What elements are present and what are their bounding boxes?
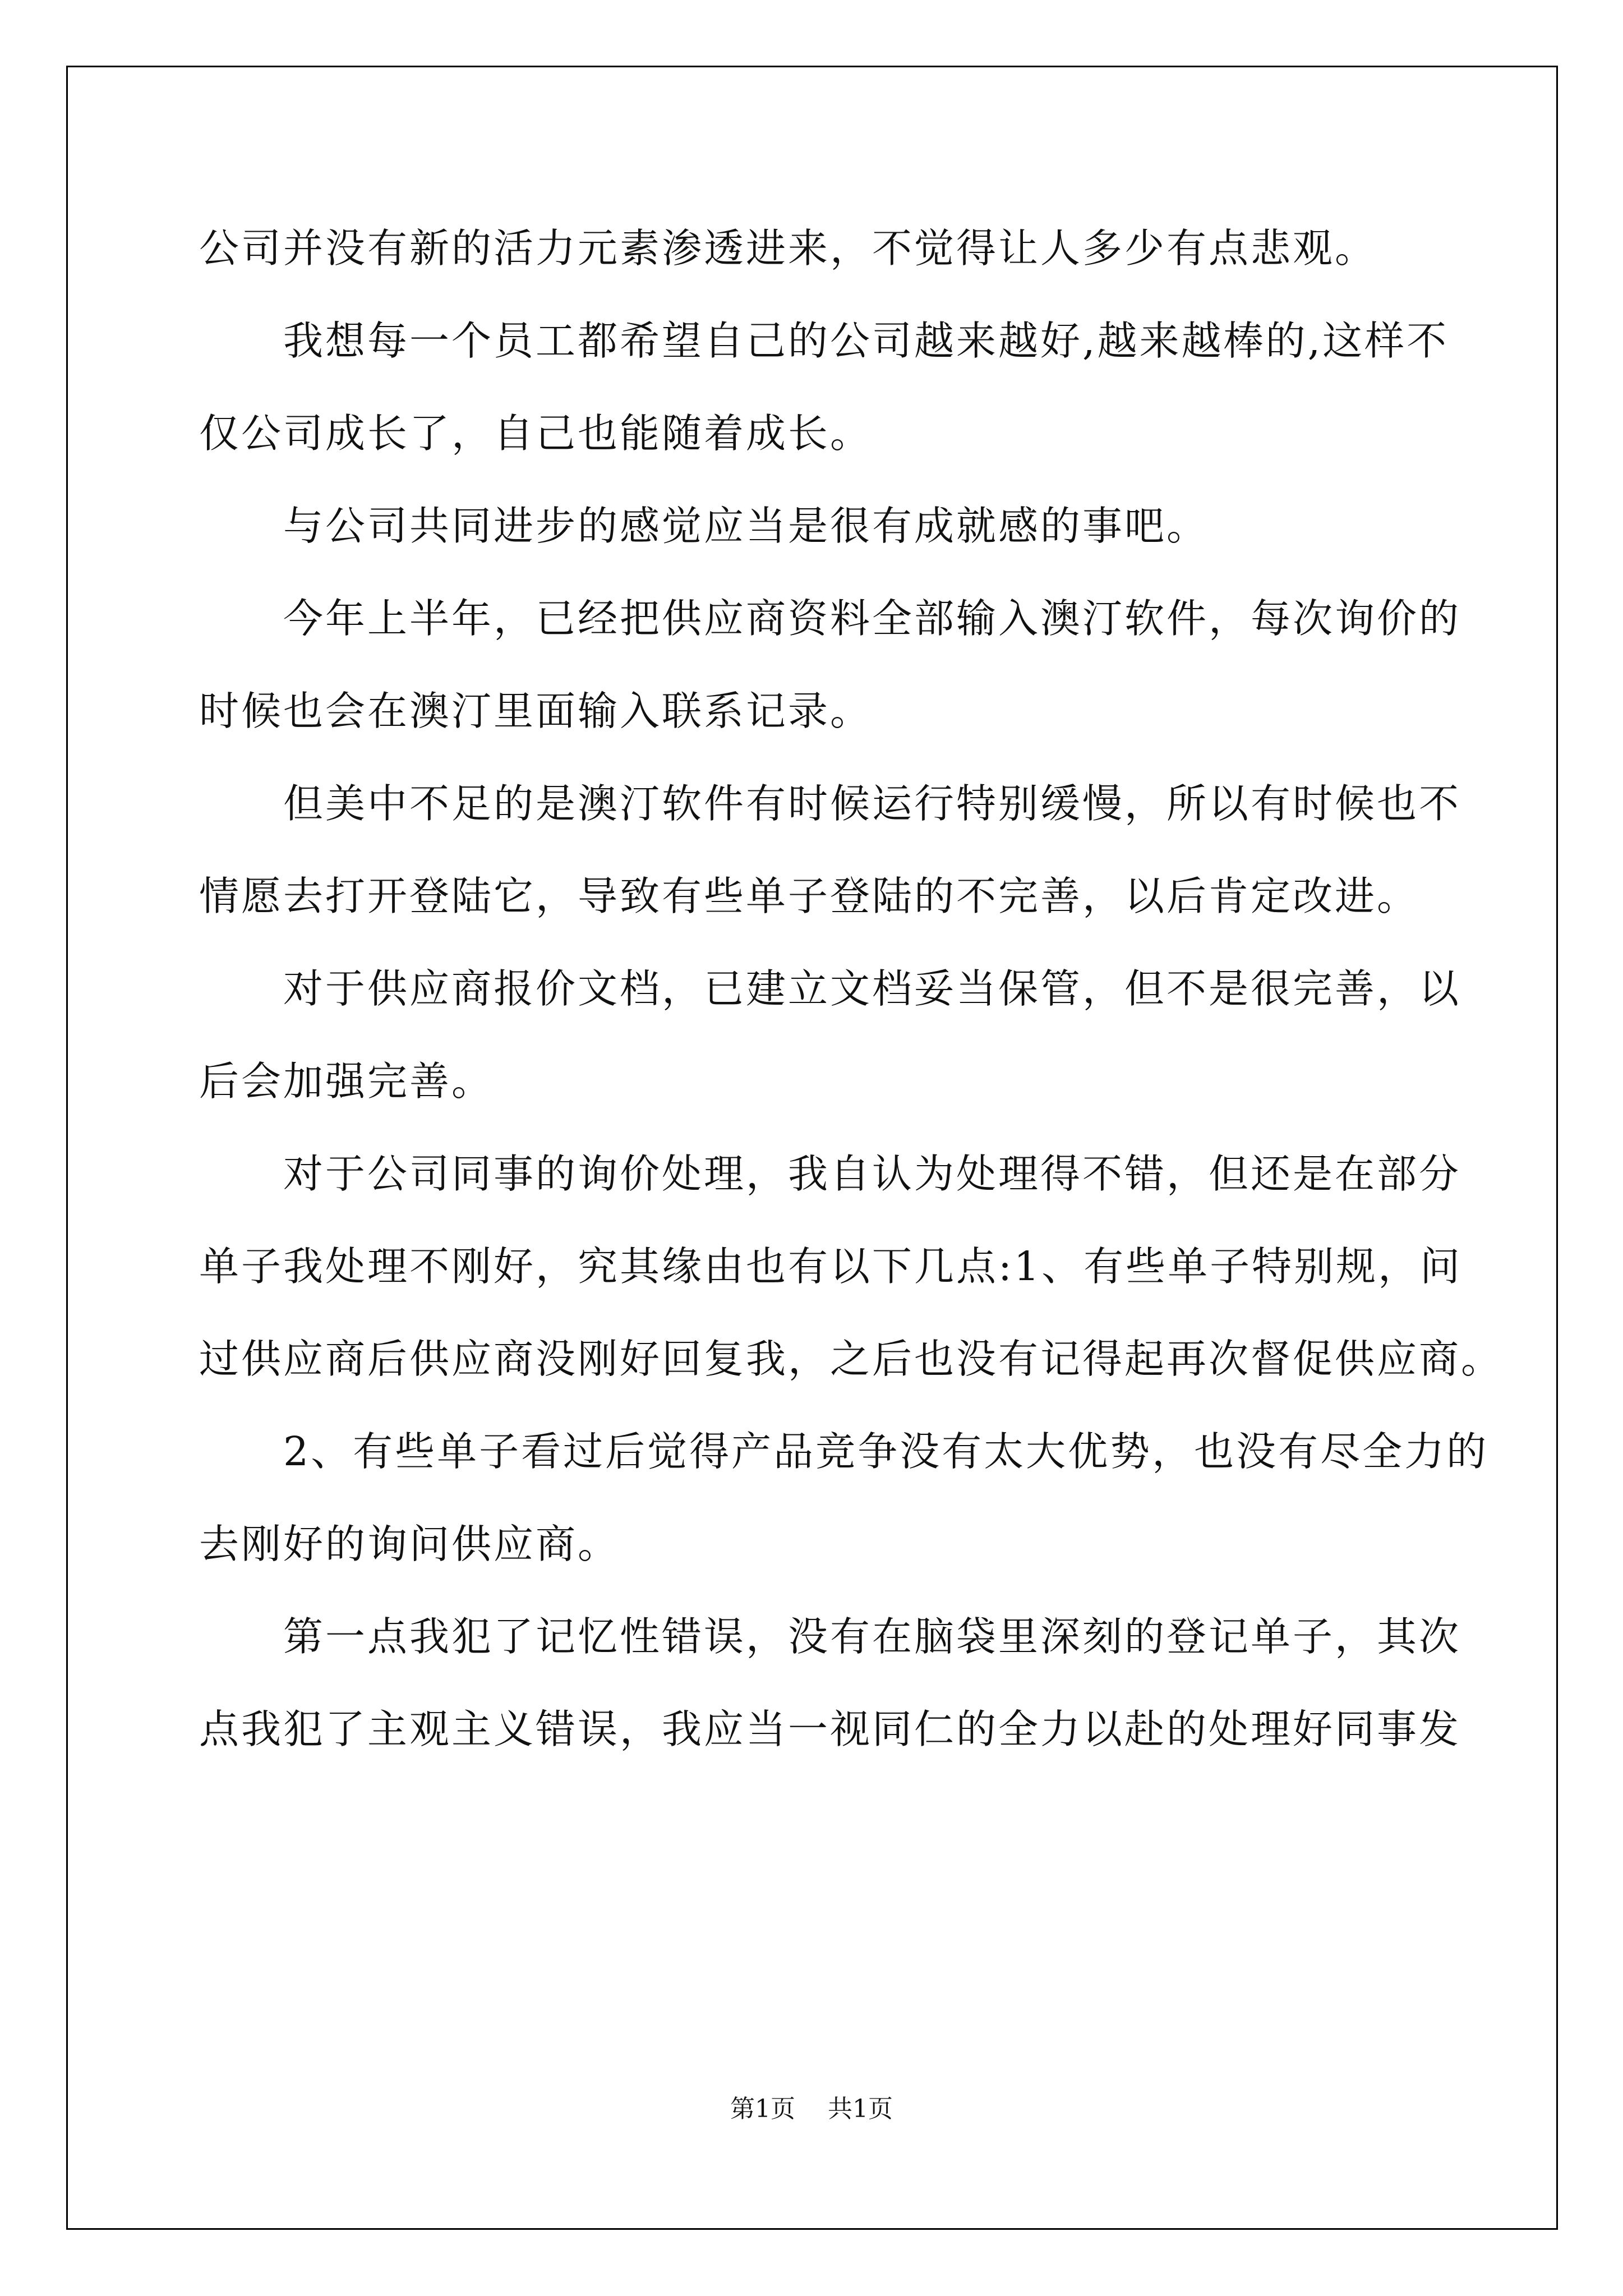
text-line: 与公司共同进步的感觉应当是很有成就感的事吧。	[199, 503, 1209, 549]
text-line: 今年上半年，已经把供应商资料全部输入澳汀软件，每次询价的	[199, 595, 1461, 642]
text-line: 去刚好的询问供应商。	[199, 1521, 620, 1567]
document-body	[199, 202, 1504, 1775]
text-line: 点我犯了主观主义错误，我应当一视同仁的全力以赴的处理好同事发	[199, 1706, 1461, 1752]
text-line: 对于公司同事的询价处理，我自认为处理得不错，但还是在部分	[199, 1151, 1461, 1197]
text-line: 第一点我犯了记忆性错误，没有在脑袋里深刻的登记单子，其次	[199, 1613, 1461, 1660]
text-line: 但美中不足的是澳汀软件有时候运行特别缓慢，所以有时候也不	[199, 780, 1461, 827]
text-line: 公司并没有新的活力元素渗透进来，不觉得让人多少有点悲观。	[199, 225, 1377, 272]
page-number-total: 共1页	[828, 2095, 893, 2123]
text-line: 情愿去打开登陆它，导致有些单子登陆的不完善，以后肯定改进。	[199, 873, 1419, 919]
text-line: 后会加强完善。	[199, 1058, 494, 1105]
text-line: 单子我处理不刚好，究其缘由也有以下几点:1、有些单子特别规，问	[199, 1243, 1463, 1290]
page-number-current: 第1页	[730, 2095, 795, 2123]
page-footer	[0, 2088, 1623, 2124]
text-line: 过供应商后供应商没刚好回复我，之后也没有记得起再次督促供应商。	[199, 1336, 1504, 1382]
text-line: 时候也会在澳汀里面输入联系记录。	[199, 688, 873, 734]
text-line: 2、有些单子看过后觉得产品竞争没有太大优势，也没有尽全力的	[199, 1428, 1489, 1475]
text-line: 对于供应商报价文档，已建立文档妥当保管，但不是很完善，以	[199, 965, 1461, 1012]
text-line: 我想每一个员工都希望自己的公司越来越好,越来越棒的,这样不	[199, 318, 1449, 364]
text-line: 仅公司成长了，自己也能随着成长。	[199, 410, 873, 457]
